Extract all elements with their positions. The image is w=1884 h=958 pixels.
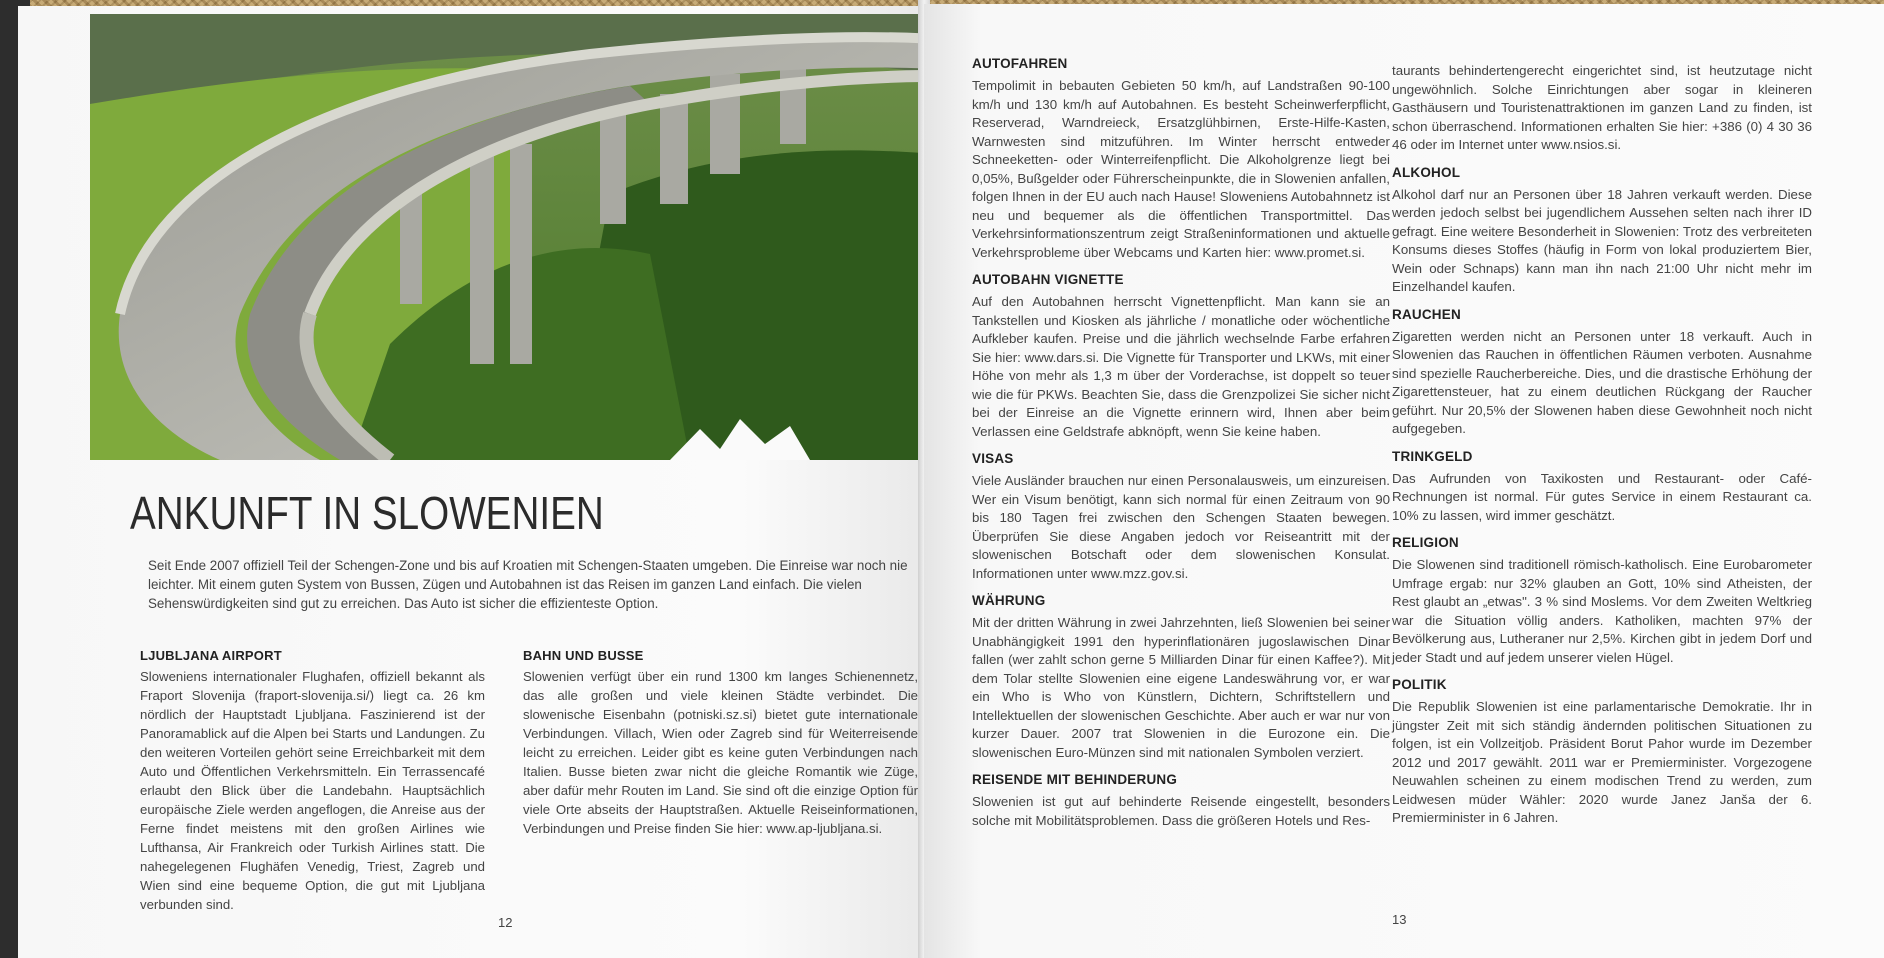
section-continued [1392, 62, 1812, 155]
section-body: Die Slowenen sind traditionell römisch-katholisch. Eine Eurobarometer Umfrage ergab: nur 32% glauben an Gott, 10% sind Atheisten, der Rest glaubt an „etwas". 3 % sind Moslems. Vor dem Zweiten Weltkrieg war die Situation völlig anders. Katholiken, machten 97% der Bevölkerung aus, Lutheraner nur 2,5%. Kirchen gibt in jedem Dorf und jeder Stadt und auf jedem unserer vielen Hügel. [1392, 557, 1812, 665]
section-visas [972, 451, 1390, 583]
highway-viaduct-photo [90, 14, 924, 460]
section-disability [972, 772, 1390, 830]
section-heading: POLITIK [1392, 677, 1447, 692]
right-column-1 [972, 56, 1390, 840]
section-body: Die Republik Slowenien ist eine parlamentarische Demokratie. Ihr in jüngster Zeit mit sich ständig ändernden politischen Situationen zu folgen, ist ein Vollzeitjob. Präsident Borut Pahor wurde im Dezember 2012 und 2017 gewählt. 2011 war er Premierminister. Vorgezogene Neuwahlen scheinen zu einem modischen Trend zu werden, zum Leidwesen müder Wähler: 2020 wurde Janez Janša der 6. Premierminister in 6 Jahren. [1392, 699, 1812, 825]
page-number-right: 13 [1392, 912, 1407, 927]
section-body: Slowenien verfügt über ein rund 1300 km langes Schienennetz, das alle großen und viele kleinen Städte verbindet. Die slowenische Eisenbahn (potniski.sz.si) bietet gute internationale Verbindungen. Villach, Wien oder Zagreb sind für Weiterreisende leicht zu erreichen. Leider gibt es keine guten Verbindungen nach Italien. Busse bieten zwar nicht die gleiche Romantik wie Züge, aber dafür mehr Routen im Land. Sie sind oft die einzige Option für viele Orte abseits der Hauptstraßen. Aktuelle Reiseinformationen, Verbindungen und Preise finden Sie hier: www.ap-ljubljana.si. [523, 669, 918, 836]
section-body: Zigaretten werden nicht an Personen unter 18 verkauft. Auch in Slowenien das Rauchen in öffentlichen Räumen verboten. Ausnahme sind spezielle Raucherbereiche. Dies, und die drastische Erhöhung der Zigarettensteuer, hat zu einem deutlichen Rückgang der Raucher geführt. Nur 20,5% der Slowenen haben diese Gewohnheit noch nicht aufgegeben. [1392, 328, 1812, 436]
section-heading: ALKOHOL [1392, 164, 1461, 180]
section-body: Tempolimit in bebauten Gebieten 50 km/h, auf Landstraßen 90-100 km/h und 130 km/h auf Autobahnen. Es besteht Scheinwerferpflicht, Reserverad, Warndreieck, Ersatzglühbirnen, Erste-Hilfe-Kasten, Warnwesten sind mitzuführen. Im Winter herrscht entweder Schneeketten- oder Winterreifenpflicht. Die Alkoholgrenze liegt bei 0,05%, Bußgelder oder Führerscheinpunkte, die in Slowenien anfallen, folgen Ihnen in der EU auch nach Hause! Sloweniens Autobahnnetz ist neu und bequemer als die öffentlichen Transportmittel. Das Verkehrsinformationszentrum zeigt Straßeninformationen und aktuelle Verkehrsprobleme über Webcams und Karten hier: www.promet.si. [972, 78, 1390, 260]
section-politics [1392, 677, 1812, 828]
section-body: Auf den Autobahnen herrscht Vignettenpflicht. Man kann sie an Tankstellen und Kiosken als jährliche / monatliche oder wöchentliche Aufkleber kaufen. Preise und die jährlich wechselnde Farbe erfahren Sie hier: www.dars.si. Die Vignette für Transporter und LKWs, mit einer Höhe von mehr als 1,3 m über der Vorderachse, ist doppelt so teuer wie die für PKWs. Beachten Sie, dass die Grenzpolizei Sie sicher nicht bei der Einreise an die Vignette erinnern wird, Ihnen aber beim Verlassen eine Geldstrafe abknöpft, wenn Sie keine haben. [972, 294, 1390, 439]
section-heading: RAUCHEN [1392, 306, 1461, 322]
section-airport [140, 648, 485, 914]
section-driving [972, 56, 1390, 262]
section-currency [972, 593, 1390, 762]
right-column-2 [1392, 62, 1812, 838]
section-heading: AUTOBAHN VIGNETTE [972, 272, 1124, 287]
viaduct-illustration [90, 14, 924, 460]
section-heading: LJUBLJANA AIRPORT [140, 648, 282, 663]
section-rail-bus [523, 648, 918, 838]
section-heading: RELIGION [1392, 535, 1459, 550]
section-heading: VISAS [972, 451, 1014, 466]
section-body: Sloweniens internationaler Flughafen, offiziell bekannt als Fraport Slovenija (fraport-slovenija.si/) liegt ca. 26 km nördlich der Hauptstadt Ljubljana. Faszinierend ist der Panoramablick auf die Alpen bei Starts und Landungen. Zu den weiteren Vorteilen gehört seine Erreichbarkeit mit dem Auto und Öffentlichen Verkehrsmitteln. Ein Terrassencafé erlaubt den Blick über die Landebahn. Hauptsächlich europäische Ziele werden angeflogen, die Anreise aus der Ferne findet meistens mit den großen Airlines wie Lufthansa, Air Frankreich oder Turkish Airlines statt. Die nahegelegenen Flughäfen Venedig, Triest, Zagreb und Wien sind eine bequeme Option, die gut mit Ljubljana verbunden sind. [140, 669, 485, 912]
section-body: Das Aufrunden von Taxikosten und Restaurant- oder Café-Rechnungen ist normal. Für gutes Service in einem Restaurant ca. 10% zu lassen, wird immer geschätzt. [1392, 470, 1812, 523]
section-heading: AUTOFAHREN [972, 56, 1068, 71]
page-title: ANKUNFT IN SLOWENIEN [130, 487, 604, 539]
section-heading: WÄHRUNG [972, 593, 1046, 608]
continued-paragraph: taurants behindertengerecht eingerichtet sind, ist heutzutage nicht ungewöhnlich. Solche Einrichtungen aber sogar in kleineren Gasthäusern und Touristenattraktionen im ganzen Land zu finden, ist schon überraschend. Informationen erhalten Sie hier: +386 (0) 4 30 36 46 oder im Internet unter www.nsios.si. [1392, 63, 1812, 152]
section-tipping [1392, 449, 1812, 526]
section-vignette [972, 272, 1390, 441]
left-page [18, 6, 924, 958]
section-religion [1392, 535, 1812, 667]
section-body: Viele Ausländer brauchen nur einen Personalausweis, um einzureisen. Wer ein Visum benötigt, kann sich normal für einen Zeitraum von 90 bis 180 Tagen frei zwischen den Schengen Staaten bewegen. Überprüfen Sie diese Angaben jedoch vor Reiseantritt mit der slowenischen Botschaft oder dem slowenischen Konsulat. Informationen unter www.mzz.gov.si. [972, 473, 1390, 581]
section-body: Mit der dritten Währung in zwei Jahrzehnten, ließ Slowenien bei seiner Unabhängigkeit 1991 den hyperinflationären jugoslawischen Dinar fallen (wer zahlt schon gerne 5 Milliarden Dinar für einen Kaffee?). Mit dem Tolar stellte Slowenien eine eigene Landeswährung vor, er war ein Who is Who von Künstlern, Dichtern, Schriftstellern und Intellektuellen der slowenischen Geschichte. Aber auch er war nur von kurzer Dauer. 2007 trat Slowenien in die Eurozone ein. Die slowenischen Euro-Münzen sind mit nationalen Symbolen verziert. [972, 615, 1390, 760]
section-smoking [1392, 307, 1812, 439]
section-alcohol [1392, 165, 1812, 297]
section-body: Slowenien ist gut auf behinderte Reisende eingestellt, besonders solche mit Mobilitätsproblemen. Dass die größeren Hotels und Res- [972, 794, 1390, 828]
section-heading: TRINKGELD [1392, 448, 1473, 464]
section-heading: BAHN UND BUSSE [523, 648, 644, 663]
intro-paragraph: Seit Ende 2007 offiziell Teil der Schengen-Zone und bis auf Kroatien mit Schengen-Staaten umgeben. Die Einreise war noch nie leichter. Mit einem guten System von Bussen, Zügen und Autobahnen ist das Reisen im ganzen Land einfach. Die vielen Sehenswürdigkeiten sind gut zu erreichen. Das Auto ist sicher die effizienteste Option. [148, 558, 908, 611]
section-body: Alkohol darf nur an Personen über 18 Jahren verkauft werden. Diese werden jedoch selbst bei jugendlichem Aussehen selten nach ihrer ID gefragt. Eine weitere Besonderheit in Slowenien: Trotz des verbreiteten Konsums dieses Stoffes (häufig in Form von lokal produziertem Bier, Wein oder Schnaps) kann man ihn nach 21:00 Uhr nicht mehr im Einzelhandel kaufen. [1392, 186, 1812, 294]
page-number-left: 12 [498, 915, 513, 930]
section-heading: REISENDE MIT BEHINDERUNG [972, 772, 1178, 787]
